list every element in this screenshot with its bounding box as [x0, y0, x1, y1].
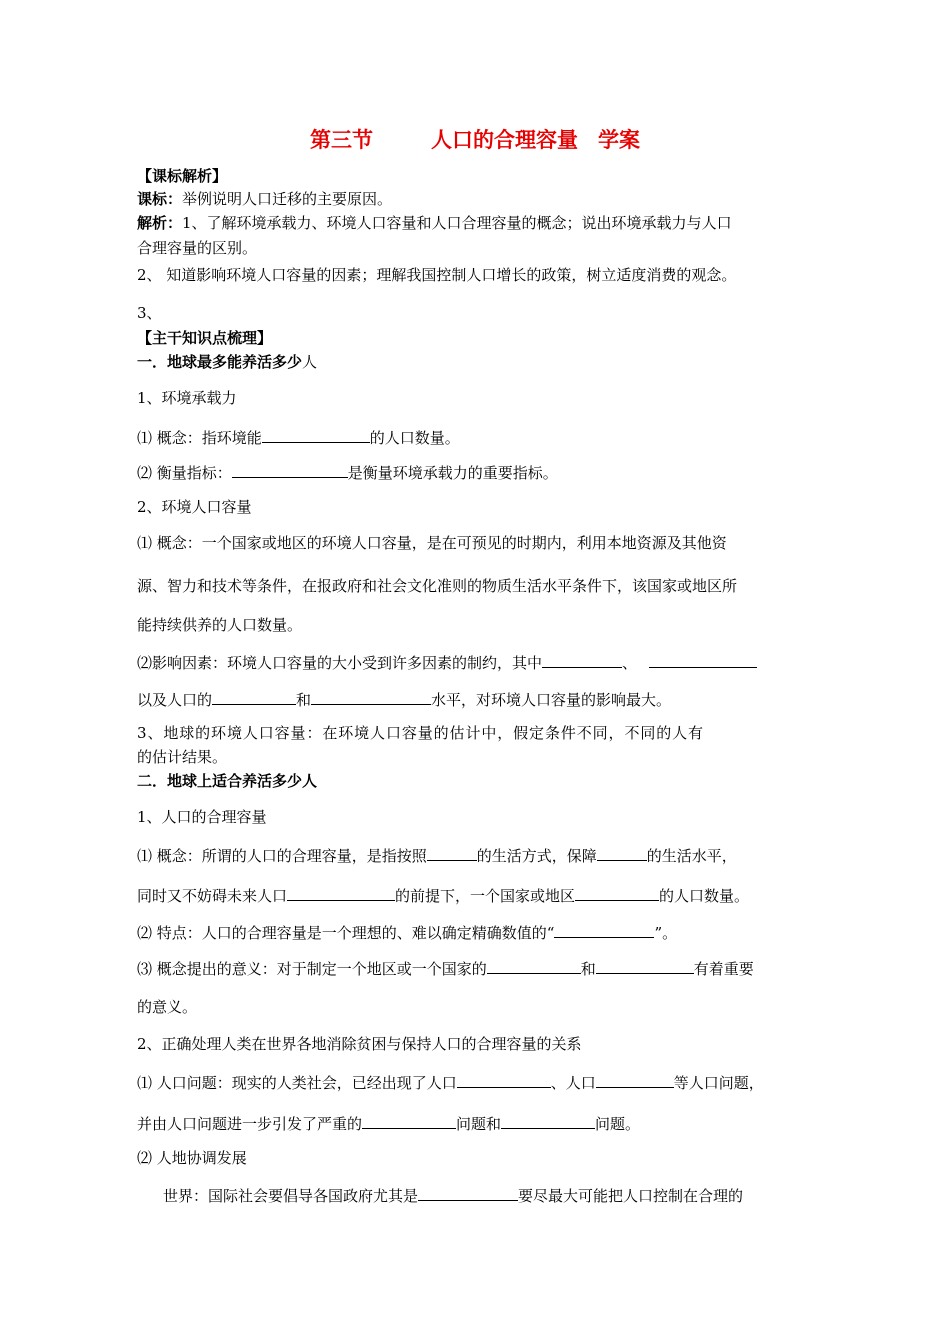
- population-problems-2: [137, 1111, 640, 1135]
- heading-knowledge: 【主干知识点梳理】: [137, 329, 273, 347]
- fill-blank[interactable]: [554, 920, 654, 938]
- human-land-coordination: ⑵ 人地协调发展: [137, 1149, 247, 1167]
- fill-blank[interactable]: [262, 425, 370, 443]
- fill-blank[interactable]: [212, 687, 296, 705]
- text: 水平，对环境人口容量的影响最大。: [431, 691, 672, 709]
- population-capacity-factors: [137, 650, 757, 674]
- text: 世界：国际社会要倡导各国政府尤其是: [163, 1187, 419, 1205]
- title-topic: 人口的合理容量: [431, 128, 578, 152]
- text: 同时又不妨碍未来人口: [137, 887, 288, 905]
- text: 以及人口的: [137, 691, 213, 709]
- earth-capacity-a: 3、地球的环境人口容量：在环境人口容量的估计中，假定条件不同，不同的人有: [137, 724, 704, 742]
- section-1-heading-bold: 一．地球最多能养活多少: [137, 353, 303, 371]
- text: ⑴ 人口问题：现实的人类社会，已经出现了人口: [137, 1074, 457, 1092]
- fill-blank[interactable]: [649, 650, 757, 668]
- population-capacity-concept-3: 能持续供养的人口数量。: [137, 616, 303, 634]
- text: ⑵ 衡量指标：: [137, 464, 232, 482]
- reasonable-capacity-significance-2: 的意义。: [137, 998, 198, 1016]
- text: 的生活水平，: [646, 847, 737, 865]
- text: ⑵影响因素：环境人口容量的大小受到许多因素的制约，其中: [137, 654, 543, 672]
- reasonable-capacity-significance: [137, 956, 754, 980]
- fill-blank[interactable]: [501, 1111, 595, 1129]
- title-section: 第三节: [310, 128, 373, 152]
- carrying-capacity-indicator: [137, 460, 558, 484]
- fill-blank[interactable]: [597, 843, 647, 861]
- text: 和: [296, 691, 312, 709]
- page-title: [0, 124, 950, 154]
- title-type: 学案: [598, 128, 640, 152]
- earth-capacity-b: 的估计结果。: [137, 748, 228, 766]
- population-problems: [137, 1070, 764, 1094]
- fill-blank[interactable]: [232, 460, 348, 478]
- item-poverty-relation: 2、正确处理人类在世界各地消除贫困与保持人口的合理容量的关系: [137, 1035, 582, 1053]
- analysis-text-b: 合理容量的区别。: [137, 239, 258, 257]
- fill-blank[interactable]: [457, 1070, 551, 1088]
- population-capacity-factors-2: [137, 687, 671, 711]
- analysis-line-1: [137, 212, 732, 234]
- text: 问题。: [595, 1115, 641, 1133]
- text: 的人口数量。: [659, 887, 750, 905]
- text: 有着重要: [693, 960, 754, 978]
- text: 和: [580, 960, 596, 978]
- fill-blank[interactable]: [596, 1070, 674, 1088]
- fill-blank[interactable]: [418, 1183, 518, 1201]
- text: 的前提下，一个国家或地区: [395, 887, 576, 905]
- text: 是衡量环境承载力的重要指标。: [347, 464, 558, 482]
- section-2-heading: 二．地球上适合养活多少人: [137, 772, 318, 790]
- item-carrying-capacity: 1、环境承载力: [137, 389, 237, 407]
- curriculum-standard-text: 举例说明人口迁移的主要原因。: [182, 190, 393, 208]
- curriculum-standard: [137, 188, 392, 210]
- analysis-item-3: 3、: [137, 304, 162, 322]
- item-population-capacity: 2、环境人口容量: [137, 498, 252, 516]
- fill-blank[interactable]: [287, 883, 395, 901]
- text: 的生活方式，保障: [476, 847, 597, 865]
- text: ”。: [654, 924, 678, 942]
- reasonable-capacity-concept-2: [137, 883, 749, 907]
- text: 、人口: [550, 1074, 596, 1092]
- text: 、: [622, 654, 638, 672]
- fill-blank[interactable]: [311, 687, 431, 705]
- world-policy: [163, 1183, 743, 1207]
- text: 的人口数量。: [369, 429, 460, 447]
- fill-blank[interactable]: [427, 843, 477, 861]
- text: ⑵ 特点：人口的合理容量是一个理想的、难以确定精确数值的“: [137, 924, 555, 942]
- text: ⑶ 概念提出的意义：对于制定一个地区或一个国家的: [137, 960, 487, 978]
- population-capacity-concept-1: ⑴ 概念：一个国家或地区的环境人口容量，是在可预见的时期内，利用本地资源及其他资: [137, 534, 727, 552]
- population-capacity-concept-2: 源、智力和技术等条件，在报政府和社会文化准则的物质生活水平条件下，该国家或地区所: [137, 577, 738, 595]
- fill-blank[interactable]: [542, 650, 622, 668]
- fill-blank[interactable]: [487, 956, 581, 974]
- text: 并由人口问题进一步引发了严重的: [137, 1115, 363, 1133]
- fill-blank[interactable]: [596, 956, 694, 974]
- reasonable-capacity-concept: [137, 843, 737, 867]
- fill-blank[interactable]: [362, 1111, 456, 1129]
- text: 问题和: [456, 1115, 502, 1133]
- text: 等人口问题，: [673, 1074, 764, 1092]
- fill-blank[interactable]: [575, 883, 659, 901]
- text: ⑴ 概念：所谓的人口的合理容量，是指按照: [137, 847, 427, 865]
- section-1-heading: [137, 351, 317, 373]
- text: 要尽最大可能把人口控制在合理的: [518, 1187, 744, 1205]
- curriculum-standard-label: 课标：: [137, 190, 183, 208]
- text: ⑴ 概念：指环境能: [137, 429, 262, 447]
- carrying-capacity-concept: [137, 425, 460, 449]
- analysis-label: 解析：: [137, 214, 183, 232]
- heading-curriculum: 【课标解析】: [137, 167, 228, 185]
- reasonable-capacity-feature: [137, 920, 677, 944]
- analysis-text-a: 1、了解环境承载力、环境人口容量和人口合理容量的概念；说出环境承载力与人口: [182, 214, 732, 232]
- section-1-heading-tail: 人: [302, 353, 318, 371]
- item-reasonable-capacity: 1、人口的合理容量: [137, 808, 267, 826]
- analysis-item-2: 2、 知道影响环境人口容量的因素；理解我国控制人口增长的政策，树立适度消费的观念。: [137, 266, 737, 284]
